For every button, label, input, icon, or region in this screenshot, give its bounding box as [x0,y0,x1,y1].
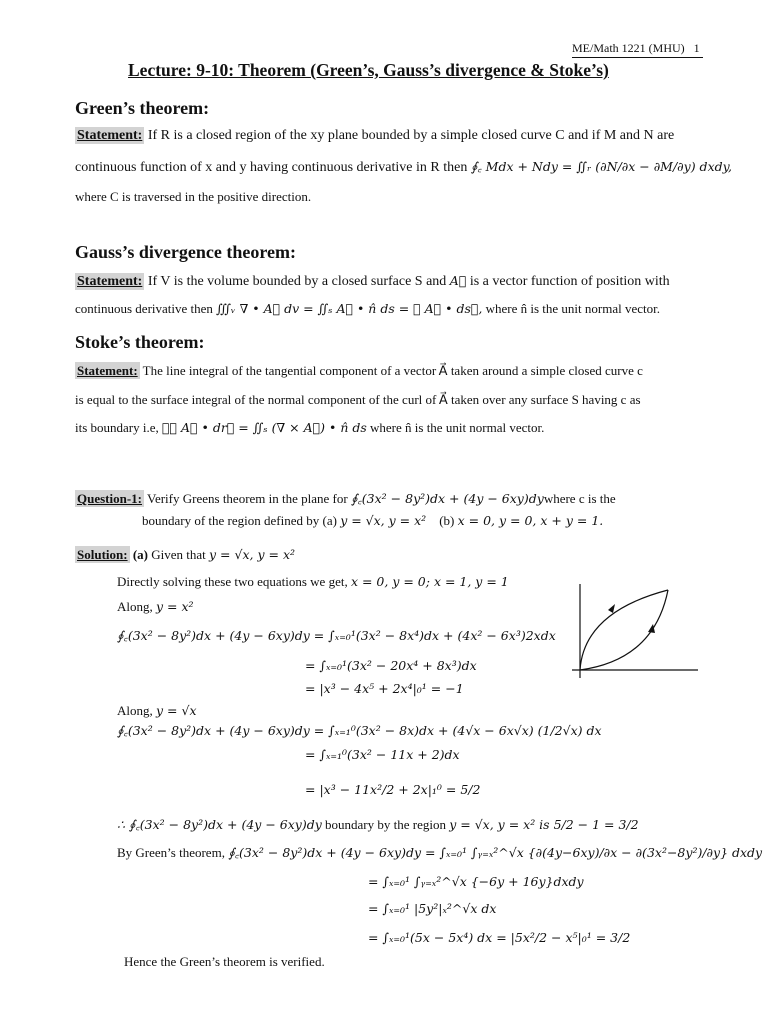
greens-statement-line2 [75,160,732,176]
equation-4: ∮꜀(3x² − 8y²)dx + (4y − 6xy)dy = ∫ₓ₌₁⁰(3x² − 8x)dx + (4√x − 6x√x) (1/2√x) dx [117,723,602,738]
conclusion: Hence the Green’s theorem is verified. [124,954,325,969]
gauss-formula: ∭ᵥ ∇ • A⃗ dv = ∬ₛ A⃗ • n̂ ds = ∯ A⃗ • ds⃗, [216,301,483,316]
solution-along1 [117,600,194,615]
green-theorem-text: By Green’s theorem, [117,845,225,860]
solution-solve-math: x = 0, y = 0; x = 1, y = 1 [350,574,509,589]
stokes-heading: Stoke’s theorem: [75,332,205,352]
gauss-statement-line1 [75,274,670,290]
greens-formula: ∮꜀ Mdx + Ndy = ∬ᵣ (∂N/∂x − ∂M/∂y) dxdy, [470,159,732,174]
therefore-line [117,818,639,833]
curve-sqrt-x [580,590,668,670]
gauss-line1-b: is a vector function of position with [469,274,670,289]
stokes-line3-tail: where n̂ is the unit normal vector. [370,420,545,435]
solution-given-text: Given that [151,547,206,562]
question-integral: ∮꜀(3x² − 8y²)dx + (4y − 6xy)dy [350,491,544,506]
equation-2: = ∫ₓ₌₀¹(3x² − 20x⁴ + 8x³)dx [305,658,477,673]
green-theorem-line [117,846,762,861]
along1-text: Along, [117,599,153,614]
question-label: Question-1: [77,491,142,506]
stokes-line3-text: its boundary i.e, [75,420,159,435]
greens-heading: Green’s theorem: [75,98,210,118]
greens-line1-text: If R is a closed region of the xy plane bounded by a simple closed curve C and if M and N are [147,128,675,143]
question-region-a: y = √x, y = x² [340,513,427,528]
solution-along2 [117,704,197,719]
therefore-text: boundary by the region [325,817,446,832]
question-region-b: x = 0, y = 0, x + y = 1. [457,513,604,528]
question-line2-text: boundary of the region defined by (a) [142,513,337,528]
greens-statement-label: Statement: [77,128,143,143]
course-code [572,42,700,56]
solution-solve-line [117,575,509,590]
equation-3: = |x³ − 4x⁵ + 2x⁴|₀¹ = −1 [305,681,464,696]
page-title: Lecture: 9-10: Theorem (Green’s, Gauss’s divergence & Stoke’s) [128,60,609,80]
stokes-line1-text: The line integral of the tangential component of a vector A⃗ taken around a simple closed curve c [142,363,643,378]
therefore-math: ∴ ∮꜀(3x² − 8y²)dx + (4y − 6xy)dy [117,817,322,832]
equation-6: = |x³ − 11x²/2 + 2x|₁⁰ = 5/2 [305,782,481,797]
equation-5: = ∫ₓ₌₁⁰(3x² − 11x + 2)dx [305,747,460,762]
stokes-formula: ∮꜀ A⃗ • dr⃗ = ∬ₛ (∇ × A⃗) • n̂ ds [162,420,367,435]
curve-x-squared [580,590,668,670]
gauss-statement-line2 [75,302,660,317]
gauss-line2-tail: where n̂ is the unit normal vector. [485,301,660,316]
gauss-vector-a: A⃗ [449,273,467,288]
equation-7: = ∫ₓ₌₀¹ ∫ᵧ₌ₓ²^√x {−6y + 16y}dxdy [368,874,584,889]
gauss-statement-label: Statement: [77,274,143,289]
solution-part-a: (a) [132,547,148,562]
equation-1: ∮꜀(3x² − 8y²)dx + (4y − 6xy)dy = ∫ₓ₌₀¹(3x² − 8x⁴)dx + (4x² − 6x³)2xdx [117,628,556,643]
arrow-upper-curve [608,604,615,613]
greens-line2-text: continuous function of x and y having continuous derivative in R then [75,160,468,175]
equation-9: = ∫ₓ₌₀¹(5x − 5x⁴) dx = |5x²/2 − x⁵|₀¹ = 3/2 [368,930,631,945]
equation-8: = ∫ₓ₌₀¹ |5y²|ₓ²^√x dx [368,901,497,916]
question-part-b: (b) [439,513,455,528]
stokes-statement-label: Statement: [77,363,138,378]
along2-math: y = √x [156,703,197,718]
question-line1-text: Verify Greens theorem in the plane for [147,491,348,506]
gauss-line1-a: If V is the volume bounded by a closed surface S and [147,274,447,289]
question-line1-tail: where c is the [543,491,616,506]
green-theorem-math: ∮꜀(3x² − 8y²)dx + (4y − 6xy)dy = ∫ₓ₌₀¹ ∫ᵧ₌ₓ²^√x {∂(4y−6xy)/∂x − ∂(3x²−8y²)/∂y} dxdy [228,845,763,860]
solution-label: Solution: [77,547,128,562]
greens-statement-line3: where C is traversed in the positive direction. [75,189,312,204]
arrow-lower-curve [648,624,655,633]
stokes-statement-line1 [75,364,643,379]
solution-solve-text: Directly solving these two equations we get, [117,574,348,589]
greens-statement-line1 [75,128,674,144]
solution-given-math: y = √x, y = x² [209,547,296,562]
course-label: ME/Math 1221 (MHU) [572,41,685,55]
region-graph [568,582,700,682]
therefore-tail: y = √x, y = x² is 5/2 − 1 = 3/2 [449,817,639,832]
question-line2 [142,514,603,529]
page-number: 1 [693,41,700,55]
along1-math: y = x² [156,599,194,614]
gauss-line2-text: continuous derivative then [75,301,213,316]
solution-line-given [75,548,295,563]
along2-text: Along, [117,703,153,718]
stokes-statement-line2: is equal to the surface integral of the normal component of the curl of A⃗ taken over any surface S having c as [75,392,641,407]
stokes-statement-line3 [75,421,544,436]
gauss-heading: Gauss’s divergence theorem: [75,242,296,262]
question-line1 [75,492,616,507]
header-rule [572,57,703,58]
